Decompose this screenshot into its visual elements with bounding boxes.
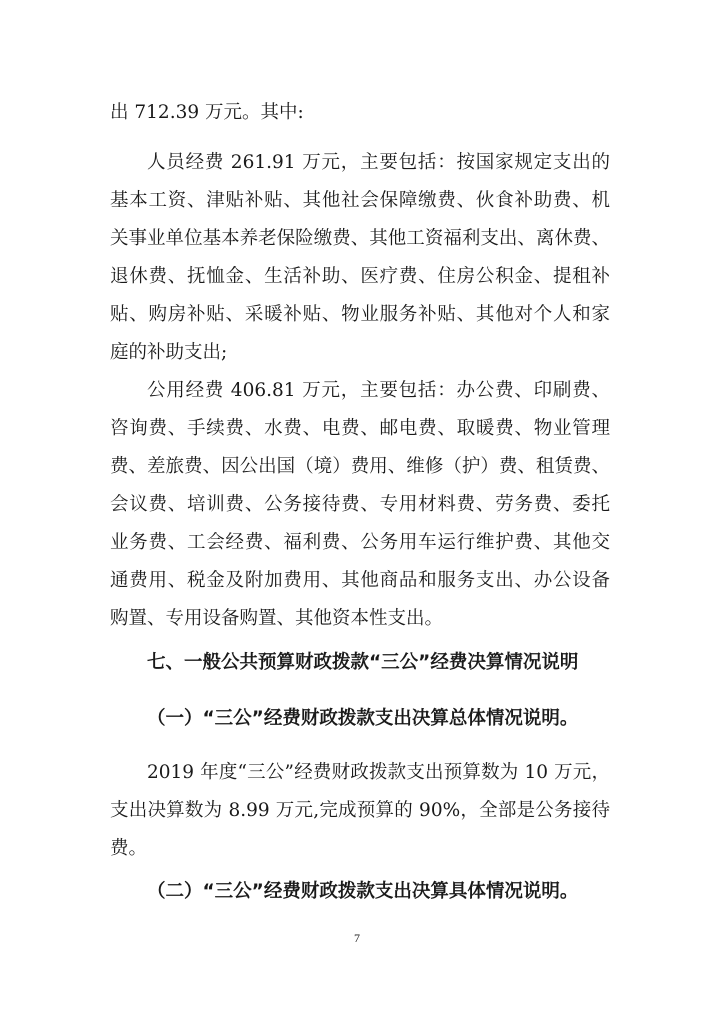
text-line: 关事业单位基本养老保险缴费、其他工资福利支出、离休费、 <box>110 228 610 249</box>
text-line: 出 712.39 万元。其中: <box>110 102 304 123</box>
text-line: 公用经费 406.81 万元，主要包括：办公费、印刷费、 <box>147 380 610 401</box>
text-line: 庭的补助支出; <box>110 342 228 363</box>
text-line: 2019 年度“三公”经费财政拨款支出预算数为 10 万元， <box>147 762 610 783</box>
subsection-heading: （二）“三公”经费财政拨款支出决算具体情况说明。 <box>147 881 579 902</box>
text-line: 基本工资、津贴补贴、其他社会保障缴费、伙食补助费、机 <box>110 190 610 211</box>
text-line: 支出决算数为 8.99 万元,完成预算的 90%，全部是公务接待 <box>110 800 610 821</box>
text-line: 费。 <box>110 838 148 859</box>
subsection-heading: （一）“三公”经费财政拨款支出决算总体情况说明。 <box>147 708 579 729</box>
text-line: 人员经费 261.91 万元，主要包括：按国家规定支出的 <box>147 152 610 173</box>
text-line: 贴、购房补贴、采暖补贴、物业服务补贴、其他对个人和家 <box>110 304 610 325</box>
text-line: 退休费、抚恤金、生活补助、医疗费、住房公积金、提租补 <box>110 266 610 287</box>
section-heading: 七、一般公共预算财政拨款“三公”经费决算情况说明 <box>147 652 579 673</box>
text-line: 购置、专用设备购置、其他资本性支出。 <box>110 608 444 629</box>
text-line: 通费用、税金及附加费用、其他商品和服务支出、办公设备 <box>110 570 610 591</box>
page-number: 7 <box>354 931 360 945</box>
text-line: 费、差旅费、因公出国（境）费用、维修（护）费、租赁费、 <box>110 456 610 477</box>
text-line: 咨询费、手续费、水费、电费、邮电费、取暖费、物业管理 <box>110 418 610 439</box>
text-line: 业务费、工会经费、福利费、公务用车运行维护费、其他交 <box>110 532 610 553</box>
text-line: 会议费、培训费、公务接待费、专用材料费、劳务费、委托 <box>110 494 610 515</box>
